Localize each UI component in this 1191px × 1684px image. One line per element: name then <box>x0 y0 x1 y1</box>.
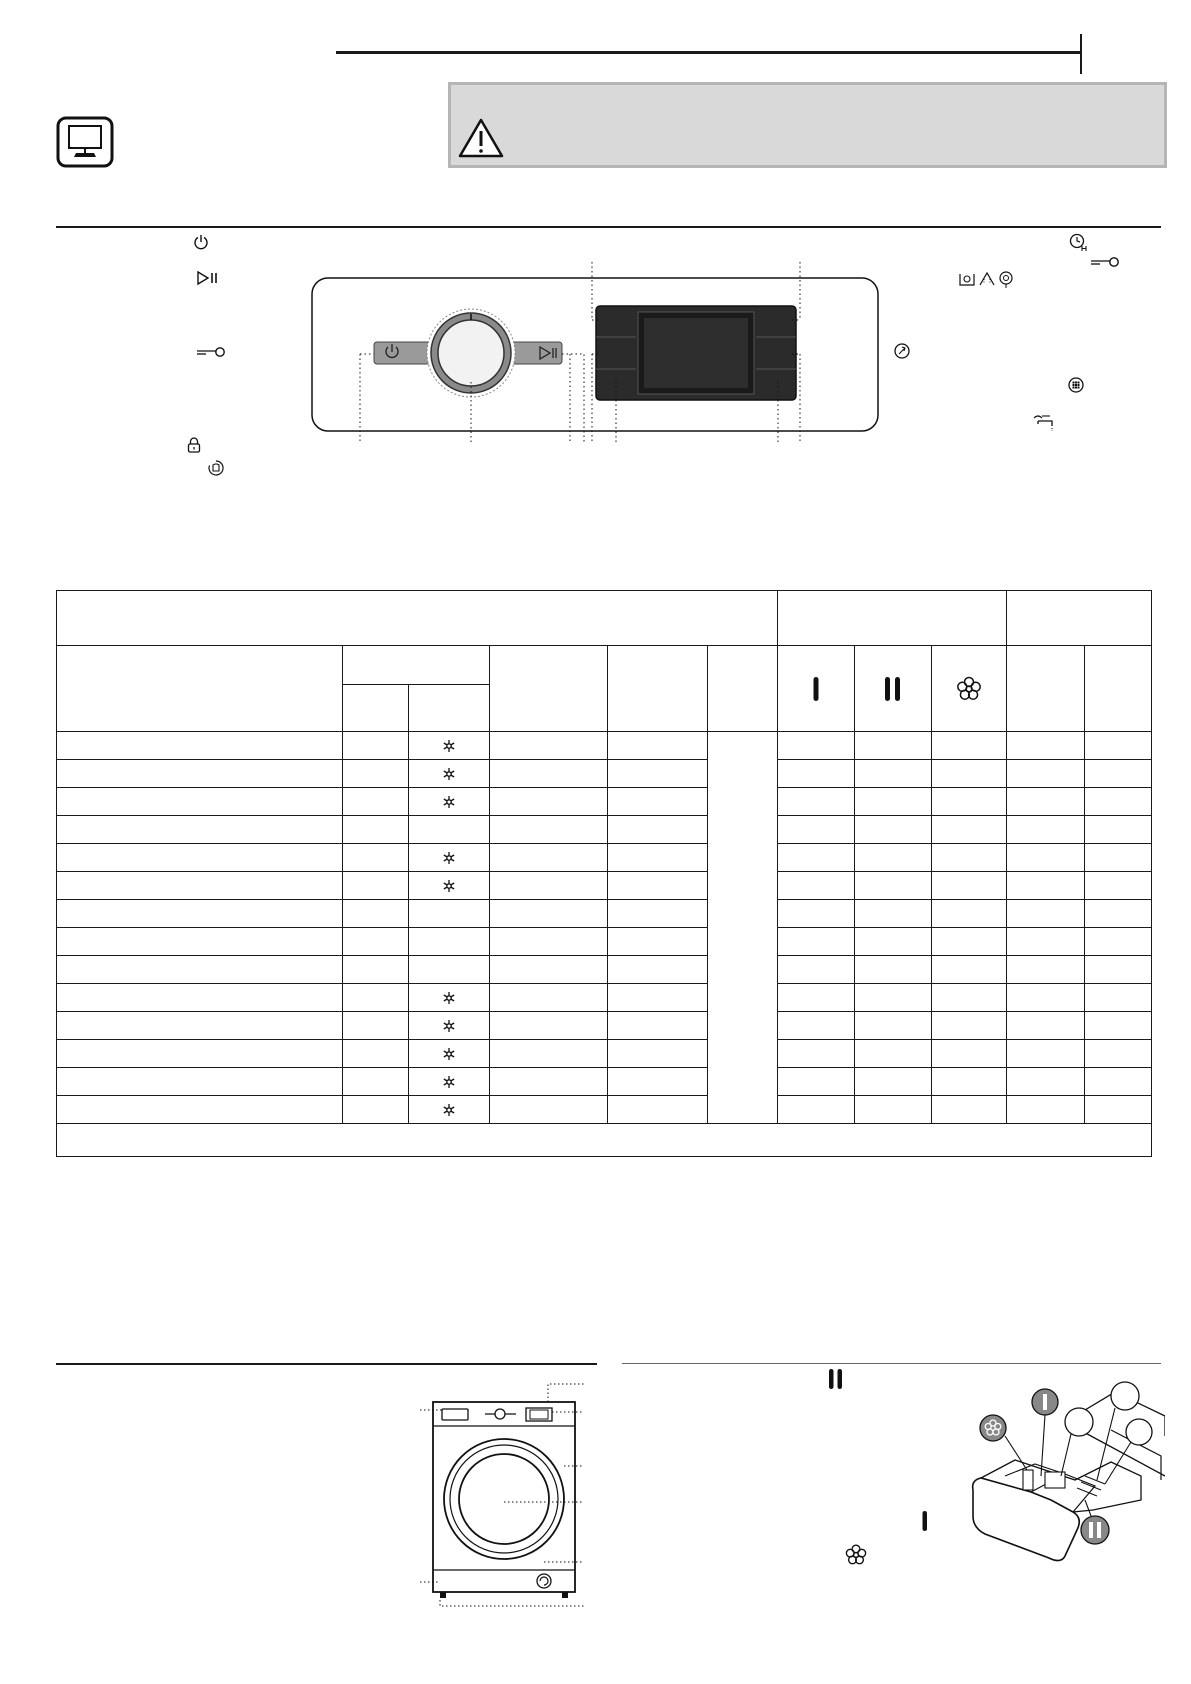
table-cell <box>1085 872 1152 900</box>
settings-dial-icon <box>893 342 911 360</box>
lock-icon <box>187 437 201 453</box>
header-cell-results <box>1007 591 1152 646</box>
table-cell <box>57 984 343 1012</box>
section-rule-controls <box>56 226 1161 228</box>
table-cell <box>608 984 708 1012</box>
table-cell <box>855 816 932 844</box>
header-cell-spin <box>490 646 608 732</box>
table-cell <box>343 872 409 900</box>
table-cell <box>409 816 490 844</box>
table-cell <box>608 928 708 956</box>
table-cell <box>1085 816 1152 844</box>
table-cell <box>778 788 855 816</box>
table-cell <box>1085 760 1152 788</box>
table-cell <box>490 872 608 900</box>
table-cell <box>409 760 490 788</box>
header-cell-programs <box>57 591 778 646</box>
header-cell-load <box>608 646 708 732</box>
table-cell <box>1007 872 1085 900</box>
header-cell-program-name <box>57 646 343 732</box>
table-cell <box>778 1096 855 1124</box>
header-cell-compartment-1 <box>778 646 855 732</box>
header-cell-softener <box>932 646 1007 732</box>
table-cell <box>1007 816 1085 844</box>
table-cell <box>490 984 608 1012</box>
header-rule-tick <box>1080 34 1082 74</box>
table-cell <box>608 1012 708 1040</box>
table-cell <box>409 1012 490 1040</box>
table-cell <box>343 732 409 760</box>
table-row <box>57 1068 1152 1096</box>
table-cell <box>57 788 343 816</box>
header-cell-result-1 <box>1007 646 1085 732</box>
table-cell <box>608 788 708 816</box>
table-cell <box>855 872 932 900</box>
header-cell-result-2 <box>1085 646 1152 732</box>
table-cell <box>490 816 608 844</box>
table-cell <box>778 872 855 900</box>
table-cell <box>1085 1012 1152 1040</box>
table-cell <box>608 1096 708 1124</box>
table-cell <box>57 956 343 984</box>
table-cell <box>343 844 409 872</box>
table-cell <box>778 1040 855 1068</box>
table-cell <box>932 732 1007 760</box>
table-row <box>57 844 1152 872</box>
table-cell <box>1007 928 1085 956</box>
table-cell <box>57 732 343 760</box>
table-cell <box>409 1096 490 1124</box>
table-row <box>57 788 1152 816</box>
cold-wash-snowflake-icon <box>442 1075 456 1089</box>
table-cell <box>932 1096 1007 1124</box>
table-cell <box>490 788 608 816</box>
table-cell <box>1007 760 1085 788</box>
table-cell <box>608 760 708 788</box>
table-cell <box>855 844 932 872</box>
table-row <box>57 1096 1152 1124</box>
table-row <box>57 732 1152 760</box>
table-cell <box>57 1068 343 1096</box>
table-cell <box>343 760 409 788</box>
table-cell <box>1007 900 1085 928</box>
table-cell <box>932 816 1007 844</box>
table-cell <box>490 1012 608 1040</box>
washing-machine-illustration <box>418 1382 588 1608</box>
table-cell <box>608 1040 708 1068</box>
table-cell <box>1007 732 1085 760</box>
table-row <box>57 928 1152 956</box>
table-cell <box>932 1040 1007 1068</box>
table-row <box>57 816 1152 844</box>
table-cell <box>855 928 932 956</box>
table-cell <box>932 844 1007 872</box>
table-cell <box>608 1068 708 1096</box>
table-cell <box>409 900 490 928</box>
compartment-1-icon <box>811 676 821 702</box>
table-cell <box>490 844 608 872</box>
table-header-row-2 <box>57 646 1152 685</box>
table-cell <box>932 900 1007 928</box>
table-cell <box>343 928 409 956</box>
table-cell <box>409 788 490 816</box>
table-cell <box>409 1068 490 1096</box>
header-cell-temp-setting <box>343 685 409 732</box>
table-cell <box>490 900 608 928</box>
header-cell-temp-range <box>409 685 490 732</box>
table-cell <box>778 984 855 1012</box>
table-cell <box>490 1096 608 1124</box>
table-cell <box>343 788 409 816</box>
table-cell <box>409 928 490 956</box>
table-cell <box>778 928 855 956</box>
table-cell <box>57 1012 343 1040</box>
header-cell-temperature <box>343 646 490 685</box>
table-cell <box>490 732 608 760</box>
key-icon <box>196 345 226 359</box>
cold-wash-snowflake-icon <box>442 795 456 809</box>
table-cell <box>57 760 343 788</box>
table-cell <box>608 872 708 900</box>
table-cell <box>343 816 409 844</box>
table-row <box>57 872 1152 900</box>
table-cell <box>57 928 343 956</box>
table-cell <box>778 760 855 788</box>
table-cell <box>932 928 1007 956</box>
cold-wash-snowflake-icon <box>442 1103 456 1117</box>
table-cell <box>932 1068 1007 1096</box>
table-cell <box>932 788 1007 816</box>
program-table-body <box>57 732 1152 1124</box>
table-cell <box>1007 1040 1085 1068</box>
water-tap-icon <box>1032 412 1058 434</box>
table-row <box>57 900 1152 928</box>
table-cell <box>409 1040 490 1068</box>
table-cell <box>855 984 932 1012</box>
table-cell <box>932 956 1007 984</box>
cold-wash-snowflake-icon <box>442 851 456 865</box>
compartment-1-icon-text <box>921 1510 929 1532</box>
table-cell <box>57 816 343 844</box>
section-rule-drawer <box>622 1363 1161 1364</box>
table-cell <box>57 872 343 900</box>
table-cell <box>778 900 855 928</box>
table-cell <box>608 900 708 928</box>
table-cell <box>490 928 608 956</box>
cold-wash-snowflake-icon <box>442 767 456 781</box>
wash-rinse-spin-icons <box>958 270 1018 288</box>
table-cell <box>343 1096 409 1124</box>
softener-flower-icon-text <box>844 1543 868 1567</box>
table-row <box>57 1040 1152 1068</box>
table-cell <box>1085 1040 1152 1068</box>
table-cell <box>1007 984 1085 1012</box>
table-cell <box>1007 956 1085 984</box>
table-cell <box>778 816 855 844</box>
cold-wash-snowflake-icon <box>442 739 456 753</box>
table-cell <box>409 984 490 1012</box>
table-cell <box>708 732 778 1124</box>
cold-wash-snowflake-icon <box>442 879 456 893</box>
table-cell <box>855 1012 932 1040</box>
table-cell <box>778 956 855 984</box>
table-row <box>57 956 1152 984</box>
table-cell <box>608 732 708 760</box>
table-cell <box>1085 956 1152 984</box>
table-cell <box>57 844 343 872</box>
table-cell <box>490 760 608 788</box>
header-cell-compartment-2 <box>855 646 932 732</box>
table-header-row-1 <box>57 591 1152 646</box>
table-cell <box>1085 788 1152 816</box>
table-cell <box>1085 928 1152 956</box>
table-cell <box>1007 788 1085 816</box>
table-cell <box>1085 732 1152 760</box>
warning-box <box>448 82 1167 168</box>
table-cell <box>57 1096 343 1124</box>
table-cell <box>1085 844 1152 872</box>
detergent-drawer-illustration <box>965 1380 1165 1566</box>
table-cell <box>778 1068 855 1096</box>
section-rule-product <box>56 1363 597 1365</box>
start-pause-icon <box>196 270 220 286</box>
table-cell <box>409 956 490 984</box>
table-cell <box>855 1096 932 1124</box>
cold-wash-snowflake-icon <box>442 991 456 1005</box>
delay-timer-icon <box>1069 233 1089 253</box>
program-table <box>56 590 1152 1157</box>
table-cell <box>409 732 490 760</box>
table-cell <box>778 844 855 872</box>
table-cell <box>855 956 932 984</box>
table-cell <box>490 1068 608 1096</box>
table-cell <box>343 1040 409 1068</box>
table-cell <box>855 788 932 816</box>
table-cell <box>855 1068 932 1096</box>
table-cell <box>490 1040 608 1068</box>
table-cell <box>343 900 409 928</box>
table-cell <box>608 956 708 984</box>
table-footnote <box>57 1124 1152 1157</box>
table-cell <box>855 732 932 760</box>
cold-wash-snowflake-icon <box>442 1019 456 1033</box>
table-cell <box>57 1040 343 1068</box>
table-cell <box>855 900 932 928</box>
table-cell <box>409 844 490 872</box>
table-cell <box>1007 1012 1085 1040</box>
table-cell <box>1007 1068 1085 1096</box>
warning-triangle-icon <box>457 117 505 159</box>
compartment-2-icon <box>883 676 903 702</box>
table-row <box>57 760 1152 788</box>
table-cell <box>1007 844 1085 872</box>
table-cell <box>932 872 1007 900</box>
table-cell <box>778 1012 855 1040</box>
table-cell <box>490 956 608 984</box>
grid-options-icon <box>1068 377 1084 393</box>
table-cell <box>409 872 490 900</box>
table-row <box>57 984 1152 1012</box>
header-cell-detergent <box>778 591 1007 646</box>
table-cell <box>343 956 409 984</box>
table-cell <box>932 1012 1007 1040</box>
table-cell <box>343 1012 409 1040</box>
table-cell <box>343 984 409 1012</box>
softener-flower-icon <box>955 675 983 703</box>
table-cell <box>343 1068 409 1096</box>
table-cell <box>855 1040 932 1068</box>
header-cell-duration <box>708 646 778 732</box>
table-cell <box>932 760 1007 788</box>
table-cell <box>932 984 1007 1012</box>
header-rule <box>336 51 1080 54</box>
power-icon <box>193 234 209 250</box>
cold-wash-snowflake-icon <box>442 1047 456 1061</box>
control-panel-illustration <box>300 262 900 442</box>
table-cell <box>1085 1068 1152 1096</box>
table-cell <box>608 816 708 844</box>
table-row <box>57 1012 1152 1040</box>
table-cell <box>1085 900 1152 928</box>
garment-care-icon <box>207 459 225 477</box>
table-cell <box>1085 984 1152 1012</box>
table-footnote-row <box>57 1124 1152 1157</box>
table-cell <box>1085 1096 1152 1124</box>
compartment-2-icon-text <box>828 1368 844 1390</box>
monitor-icon <box>56 116 114 168</box>
key-icon-right <box>1090 255 1120 269</box>
table-cell <box>778 732 855 760</box>
table-cell <box>855 760 932 788</box>
table-cell <box>57 900 343 928</box>
table-cell <box>608 844 708 872</box>
table-cell <box>1007 1096 1085 1124</box>
